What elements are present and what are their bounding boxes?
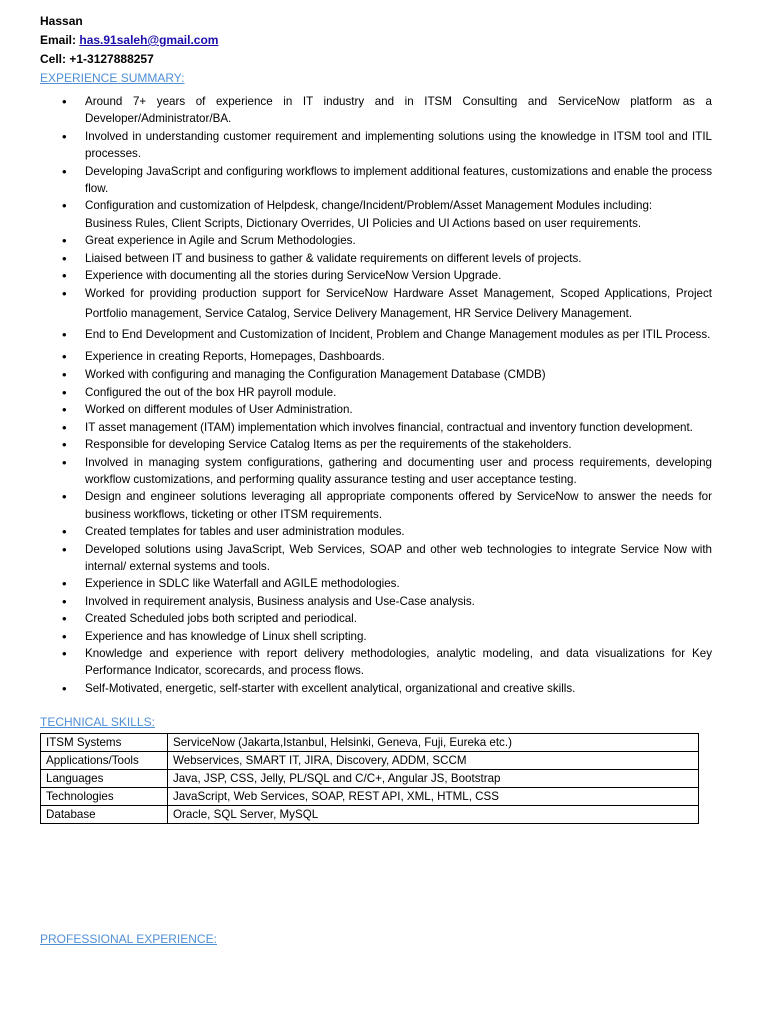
skill-values: ServiceNow (Jakarta,Istanbul, Helsinki, Geneva, Fuji, Eureka etc.) [168, 734, 699, 752]
skill-category: ITSM Systems [41, 734, 168, 752]
skill-category: Technologies [41, 788, 168, 806]
list-item: • Experience in SDLC like Waterfall and AGILE methodologies. [85, 575, 712, 592]
list-item [85, 197, 712, 232]
cell-line [40, 50, 712, 69]
list-item: • Experience and has knowledge of Linux shell scripting. [85, 628, 712, 645]
list-item: • Great experience in Agile and Scrum Methodologies. [85, 232, 712, 249]
skill-values: Java, JSP, CSS, Jelly, PL/SQL and C/C+, Angular JS, Bootstrap [168, 770, 699, 788]
table-row [41, 734, 699, 752]
technical-skills-heading: TECHNICAL SKILLS: [40, 715, 155, 730]
list-item: • Developing JavaScript and configuring workflows to implement additional features, customizations and enable the process flow. [85, 163, 712, 198]
skill-category: Database [41, 806, 168, 824]
list-item: • Worked for providing production support for ServiceNow Hardware Asset Management, Scoped Applications, Project Portfolio management, Service Catalog, Service Delivery Management, HR Service Delivery Management. [85, 284, 712, 323]
professional-experience-heading: PROFESSIONAL EXPERIENCE: [40, 932, 217, 946]
experience-summary-heading: EXPERIENCE SUMMARY: [40, 71, 185, 85]
list-item: • Experience with documenting all the stories during ServiceNow Version Upgrade. [85, 267, 712, 284]
list-item: • Developed solutions using JavaScript, Web Services, SOAP and other web technologies to integrate Service Now with internal/ external systems and tools. [85, 541, 712, 576]
list-item: • Created templates for tables and user administration modules. [85, 523, 712, 540]
skill-category: Languages [41, 770, 168, 788]
email-label: Email: [40, 33, 77, 47]
list-item: • Self-Motivated, energetic, self-starter with excellent analytical, organizational and creative skills. [85, 680, 712, 697]
list-item: • End to End Development and Customization of Incident, Problem and Change Management modules as per ITIL Process. [85, 325, 712, 345]
cell-number: +1-3127888257 [69, 52, 154, 66]
contact-header [40, 12, 712, 69]
list-item: • Worked with configuring and managing the Configuration Management Database (CMDB) [85, 366, 712, 383]
list-item: • Involved in managing system configurations, gathering and documenting user and process requirements, developing workflow customizations, and performing quality assurance testing and user acceptance testing. [85, 454, 712, 489]
list-item: • Configured the out of the box HR payroll module. [85, 384, 712, 401]
table-row [41, 770, 699, 788]
list-item-subtext: Business Rules, Client Scripts, Dictionary Overrides, UI Policies and UI Actions based on user requirements. [85, 216, 642, 230]
list-item: • Responsible for developing Service Catalog Items as per the requirements of the stakeholders. [85, 436, 712, 453]
list-item: • Around 7+ years of experience in IT industry and in ITSM Consulting and ServiceNow platform as a Developer/Administrator/BA. [85, 93, 712, 128]
list-item: • Created Scheduled jobs both scripted and periodical. [85, 610, 712, 627]
table-row [41, 752, 699, 770]
skill-values: Webservices, SMART IT, JIRA, Discovery, ADDM, SCCM [168, 752, 699, 770]
list-item: • Design and engineer solutions leveraging all appropriate components offered by ServiceNow to answer the needs for business workflows, ticketing or other ITSM requirements. [85, 488, 712, 523]
list-item-text: • Configuration and customization of Helpdesk, change/Incident/Problem/Asset Management Modules including: [85, 199, 653, 213]
list-item: • Liaised between IT and business to gather & validate requirements on different levels of projects. [85, 250, 712, 267]
candidate-name: Hassan [40, 14, 83, 28]
email-link[interactable]: has.91saleh@gmail.com [79, 33, 219, 47]
table-row [41, 788, 699, 806]
technical-skills-table [40, 733, 699, 824]
list-item: • Involved in understanding customer requirement and implementing solutions using the knowledge in ITSM tool and ITIL processes. [85, 128, 712, 163]
cell-label: Cell: [40, 52, 67, 66]
email-line [40, 31, 712, 50]
table-row [41, 806, 699, 824]
skill-values: Oracle, SQL Server, MySQL [168, 806, 699, 824]
experience-summary-list [40, 93, 712, 697]
list-item: • Involved in requirement analysis, Business analysis and Use-Case analysis. [85, 593, 712, 610]
list-item: • IT asset management (ITAM) implementation which involves financial, contractual and inventory function development. [85, 419, 712, 436]
resume-page [40, 12, 712, 946]
list-item: • Knowledge and experience with report delivery methodologies, analytic modeling, and data visualizations for Key Performance Indicator, scorecards, and process flows. [85, 645, 712, 680]
skill-values: JavaScript, Web Services, SOAP, REST API, XML, HTML, CSS [168, 788, 699, 806]
list-item: • Worked on different modules of User Administration. [85, 401, 712, 418]
skill-category: Applications/Tools [41, 752, 168, 770]
list-item: • Experience in creating Reports, Homepages, Dashboards. [85, 347, 712, 367]
